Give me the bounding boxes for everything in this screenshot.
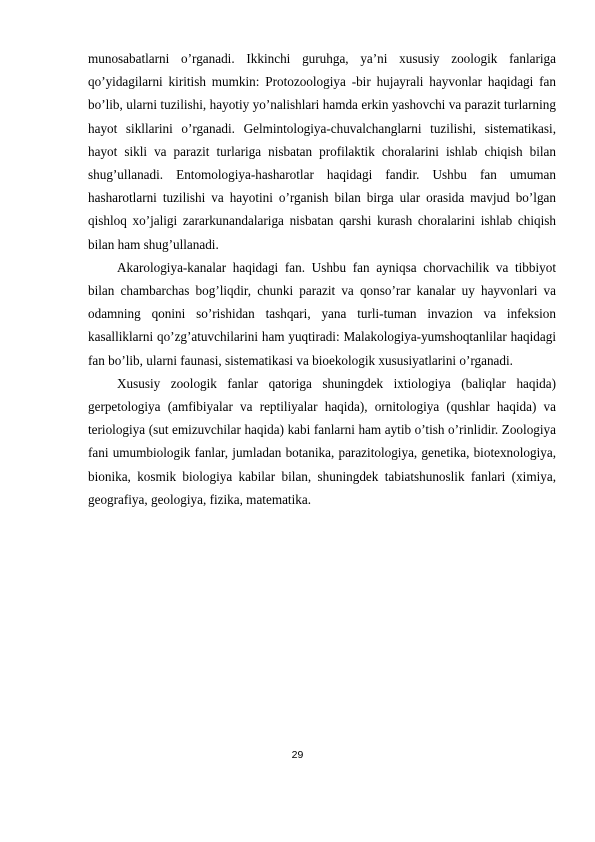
paragraph-acarology: Akarologiya-kanalar haqidagi fan. Ushbu fan ayniqsa chorvachilik va tibbiyot bilan chambarchas bog’liqdir, chunki parazit va qonso’rar kanalar uy hayvonlari va odamning qonini so’rishidan tashqari, yana turli-tuman invazion va infeksion kasalliklarni qo’zg’atuvchilarini ham yuqtiradi: Malakologiya-yumshoqtanlilar haqidagi fan bo’lib, ularni faunasi, sistematikasi va bioekologik xususiyatlarini o’rganadi. [88, 259, 556, 368]
document-body [88, 47, 556, 511]
page-number: 29 [291, 749, 304, 761]
paragraph-zoology-branches: munosabatlarni o’rganadi. Ikkinchi guruhga, ya’ni xususiy zoologik fanlariga qo’yidagilarni kiritish mumkin: Protozoologiya -bir hujayrali hayvonlar haqidagi fan bo’lib, ularni tuzilishi, hayotiy yo’nalishlari hamda erkin yashovchi va parazit turlarning hayot sikllarini o’rganadi. Gelmintologiya-chuvalchanglarni tuzilishi, sistematikasi, hayot sikli va parazit turlariga nisbatan profilaktik choralarini ishlab chiqish bilan shug’ullanadi. Entomologiya-hasharotlar haqidagi fandir. Ushbu fan umuman hasharotlarni tuzilishi va hayotini o’rganish bilan birga ular orasida mavjud bo’lgan qishloq xo’jaligi zararkunandalariga nisbatan qarshi kurash choralarini ishlab chiqish bilan ham shug’ullanadi. [88, 51, 556, 252]
paragraph-special-zoology: Xususiy zoologik fanlar qatoriga shuningdek ixtiologiya (baliqlar haqida) gerpetologiya (amfibiyalar va reptiliyalar haqida), ornitologiya (qushlar haqida) va teriologiya (sut emizuvchilar haqida) kabi fanlarni ham aytib o’tish o’rinlidir. Zoologiya fani umumbiologik fanlar, jumladan botanika, parazitologiya, genetika, biotexnologiya, bionika, kosmik biologiya kabilar bilan, shuningdek tabiatshunoslik fanlari (ximiya, geografiya, geologiya, fizika, matematika. [88, 375, 556, 507]
